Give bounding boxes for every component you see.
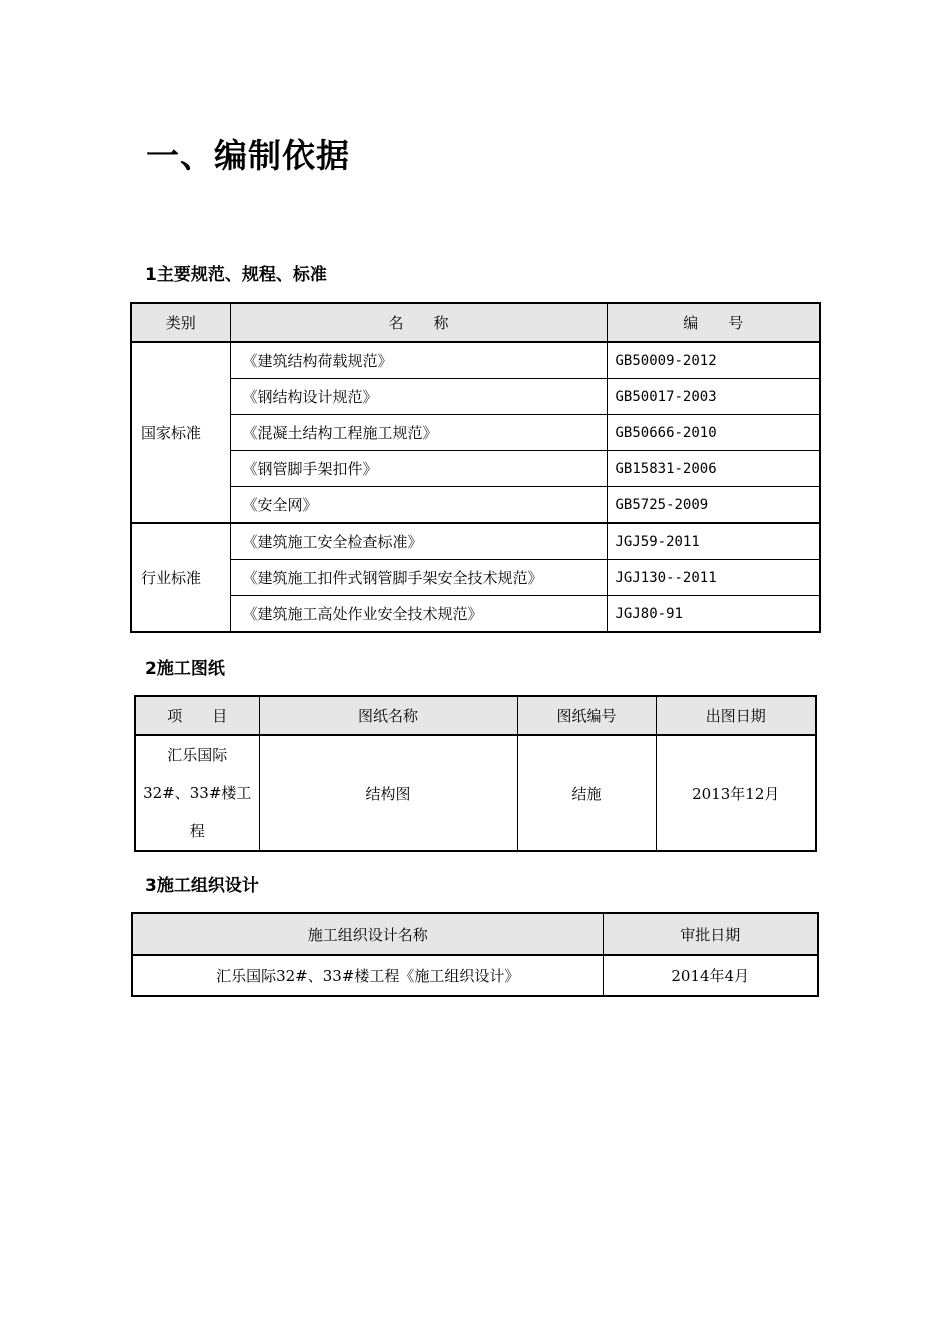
section-heading-drawings: 2施工图纸	[145, 659, 225, 679]
org-design-date: 2014年4月	[603, 955, 818, 996]
column-header: 类别	[131, 303, 230, 342]
page-title: 一、编制依据	[146, 136, 350, 175]
table-row	[131, 596, 820, 633]
project-cell	[135, 735, 259, 851]
standard-code: GB5725-2009	[607, 487, 820, 524]
org-design-name: 汇乐国际32#、33#楼工程《施工组织设计》	[132, 955, 603, 996]
standard-code: JGJ59-2011	[607, 523, 820, 560]
standard-name: 《安全网》	[230, 487, 607, 524]
column-header: 名 称	[230, 303, 607, 342]
section-heading-org-design: 3施工组织设计	[145, 876, 259, 896]
org-design-table	[131, 912, 819, 997]
column-header: 编 号	[607, 303, 820, 342]
table-row	[135, 735, 816, 851]
category-cell: 国家标准	[131, 342, 230, 523]
project-line: 汇乐国际	[167, 746, 228, 764]
column-header: 项 目	[135, 696, 259, 735]
column-header: 施工组织设计名称	[132, 913, 603, 955]
drawing-date: 2013年12月	[656, 735, 816, 851]
column-header: 图纸编号	[517, 696, 656, 735]
column-header: 审批日期	[603, 913, 818, 955]
column-header: 图纸名称	[259, 696, 517, 735]
standard-name: 《钢管脚手架扣件》	[230, 451, 607, 487]
standards-table	[130, 302, 821, 633]
standard-name: 《混凝土结构工程施工规范》	[230, 415, 607, 451]
standard-code: GB50666-2010	[607, 415, 820, 451]
standard-name: 《建筑施工高处作业安全技术规范》	[230, 596, 607, 633]
drawings-table	[134, 695, 817, 852]
standard-name: 《钢结构设计规范》	[230, 379, 607, 415]
table-row	[131, 342, 820, 379]
standard-code: GB50017-2003	[607, 379, 820, 415]
category-cell: 行业标准	[131, 523, 230, 632]
standard-code: JGJ80-91	[607, 596, 820, 633]
standard-name: 《建筑施工安全检查标准》	[230, 523, 607, 560]
table-header-row	[135, 696, 816, 735]
standard-name: 《建筑结构荷载规范》	[230, 342, 607, 379]
section-heading-standards: 1主要规范、规程、标准	[145, 265, 327, 285]
drawing-name: 结构图	[259, 735, 517, 851]
project-line: 32#、33#楼工	[143, 784, 252, 802]
table-row	[131, 379, 820, 415]
table-row	[131, 451, 820, 487]
project-line: 程	[189, 822, 205, 840]
standard-code: GB15831-2006	[607, 451, 820, 487]
table-header-row	[132, 913, 818, 955]
column-header: 出图日期	[656, 696, 816, 735]
standard-code: JGJ130--2011	[607, 560, 820, 596]
table-row	[131, 560, 820, 596]
standard-code: GB50009-2012	[607, 342, 820, 379]
standard-name: 《建筑施工扣件式钢管脚手架安全技术规范》	[230, 560, 607, 596]
table-row	[131, 487, 820, 524]
drawing-code: 结施	[517, 735, 656, 851]
table-row	[131, 415, 820, 451]
table-header-row	[131, 303, 820, 342]
table-row	[131, 523, 820, 560]
table-row	[132, 955, 818, 996]
